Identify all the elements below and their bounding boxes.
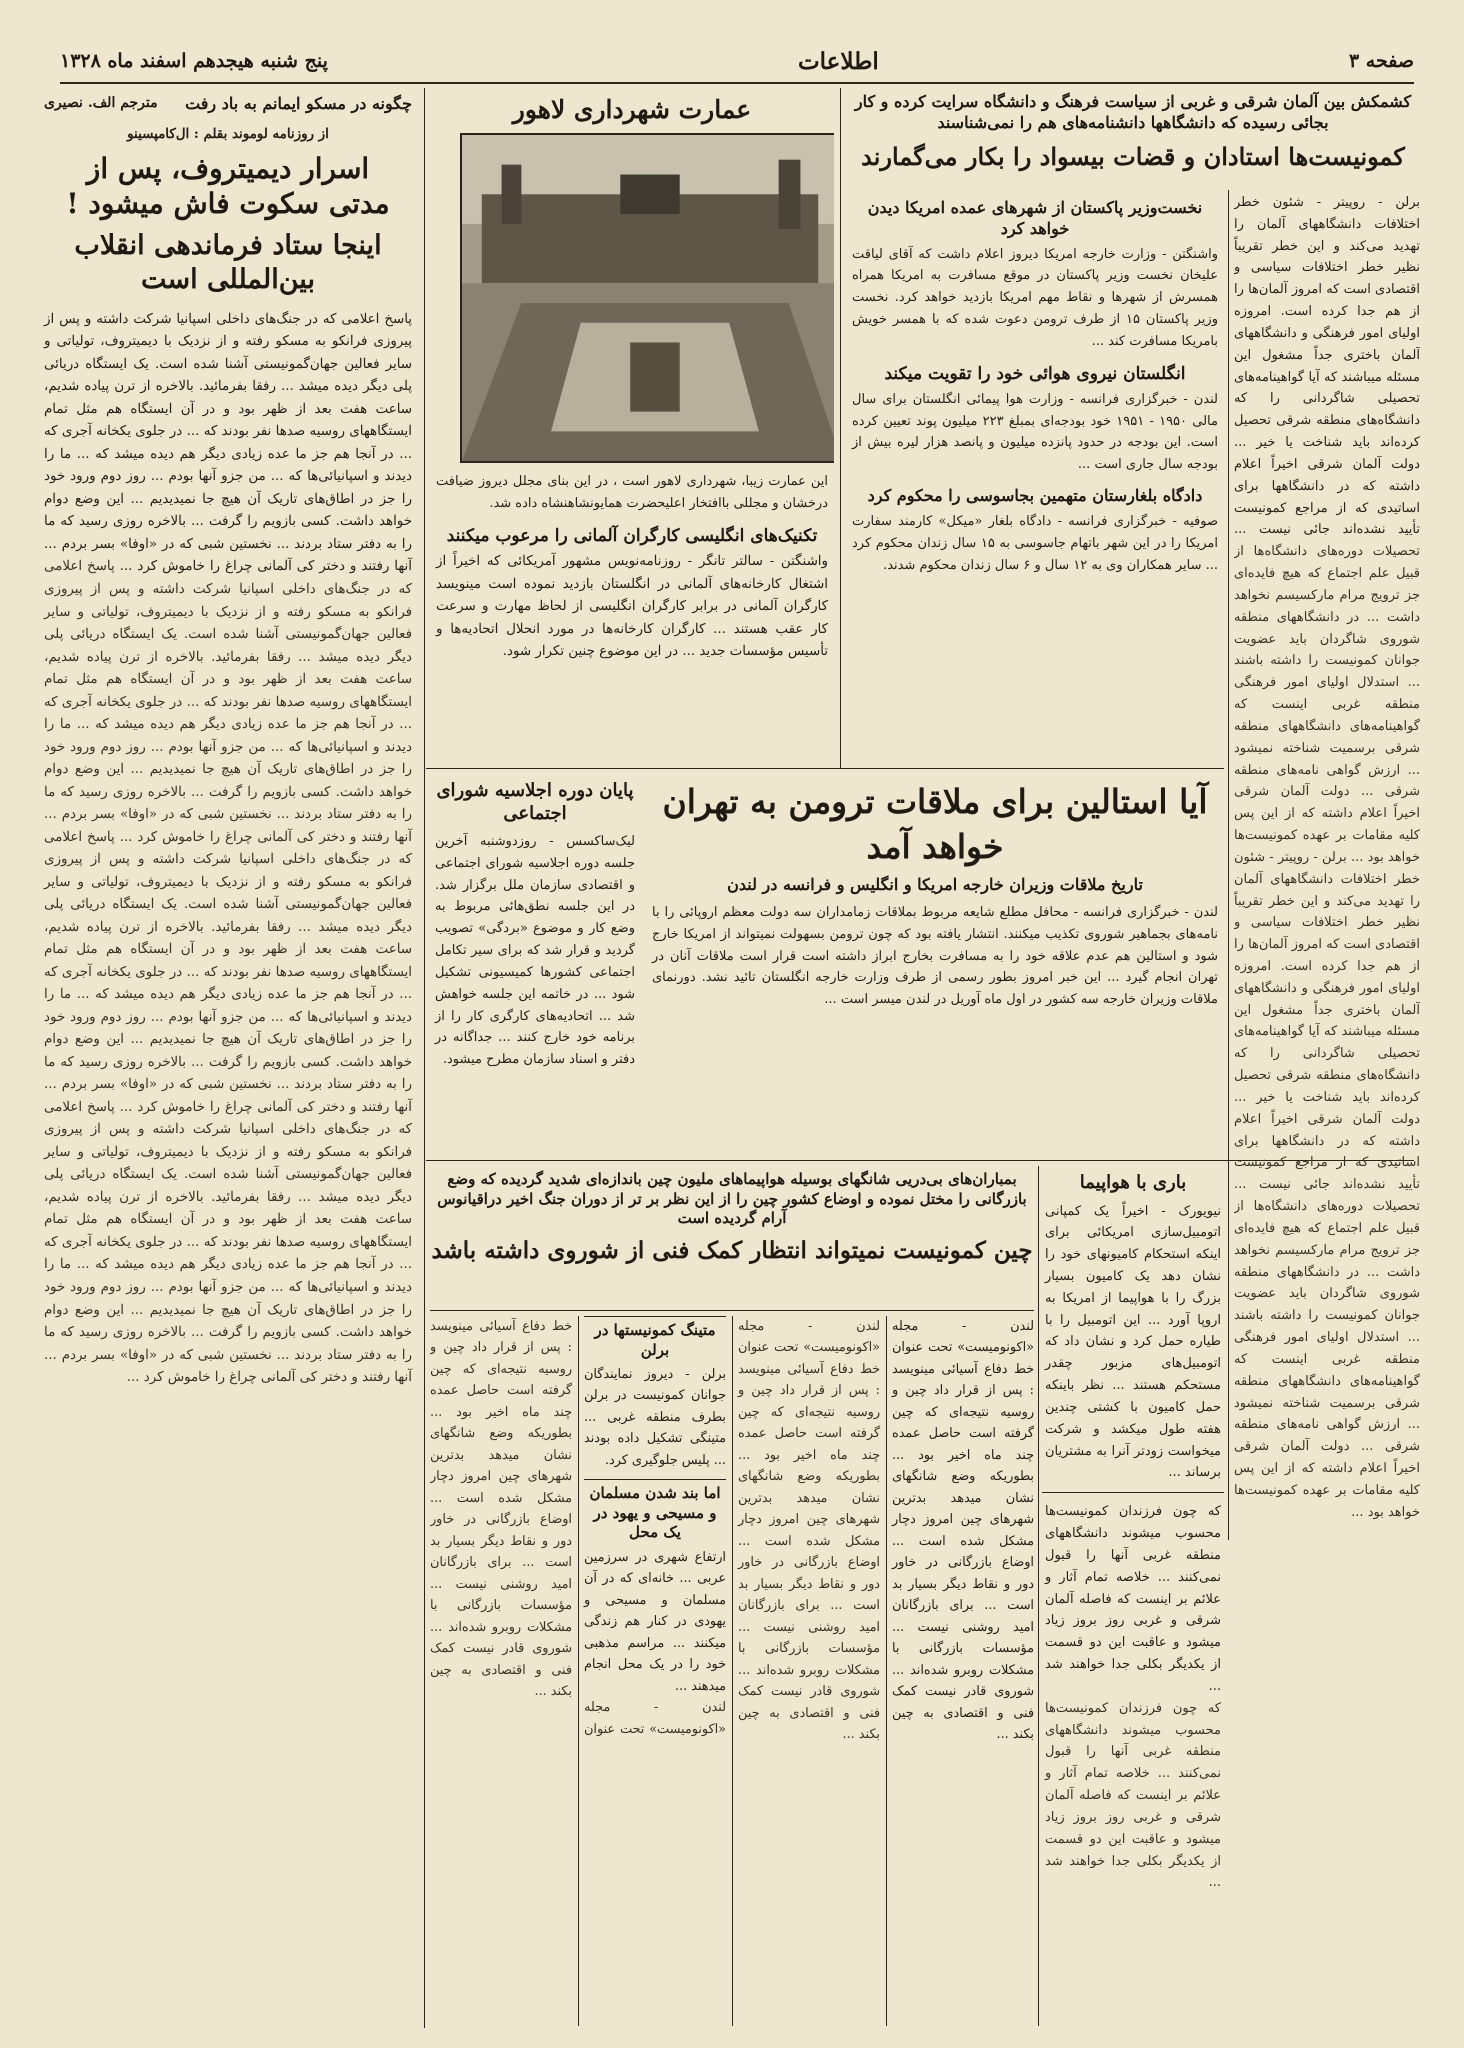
article-germany-body <box>1234 192 1420 2027</box>
body-text-cont: تحصیلات دوره‌های دانشگاه‌ها از قبیل علم اجتماع که هیچ فایده‌ای جز ترویج مرام مارکسیسم نخواهد داشت ... در دانشگاههای منطقه شوروی شاگردان باید عضویت جوانان کمونیست را داشته باشند ... استدلال اولیای امور فرهنگی منطقه غربی اینست که گواهینامه‌های دانشگاههای منطقه شرقی برسمیت شناخته نمیشود ... ارزش گواهی نامه‌های منطقه شرقی ... دولت آلمان شرقی اخیراً اعلام داشته که از این پس کلیه مقامات بر عهده کمونیست‌ها خواهد بود ... <box>1234 1199 1420 1520</box>
news-body: صوفیه - خبرگزاری فرانسه - دادگاه بلغار «میکل» کارمند سفارت امریکا را در این شهر باتهام جاسوسی به ۱۵ سال زندان محکوم کرد ... سایر همکاران وی به ۱۲ سال و ۶ سال زندان محکوم شدند. <box>852 513 1219 573</box>
box-body: ارتفاع شهری در سرزمین عربی ... خانه‌ای که در آن مسلمان و مسیحی و یهودی در کنار هم زندگی میکنند ... مراسم مذهبی خود را در یک محل انجام میدهند ... <box>584 1549 726 1694</box>
body-text-cont: پاسخ اعلامی که در جنگ‌های داخلی اسپانیا شرکت داشته و پس از پیروزی فرانکو به مسکو رفته و از نزدیک با دیمیتروف، تولیاتی و سایر فعالین جهان‌گمونیستی آشنا شده است. یک ایستگاه دریائی پلی دیگر دیده میشد ... رفقا بفرمائید. بالاخره از ترن پیاده شدیم، ساعت هفت بعد از ظهر بود و در آن ایستگاه هم مثل تمام ایستگاههای روسیه صدها نفر بودند که ... در جلوی یکخانه آجری که ... در آنجا هم جز ما عده زیادی دیگر هم دیده میشد که ... ما را دیدند و اسپانیائی‌ها که ... من جزو آنها بودم ... روز دوم ورود خود را جز در اطاق‌های تاریک آن هیچ جا نمیدیدیم ... این وضع دوام خواهد داشت. کسی بازویم را گرفت ... بالاخره روزی رسید که ما را به دفتر ستاد بردند ... نخستین شبی که در «اوفا» بسر بردم ... آنها رفتند و دختر کی آلمانی چراغ را خاموش کرد ... <box>44 829 412 1115</box>
body-text-cont: برلن - روپیتر - شئون خطر اختلافات دانشگاههای آلمان را تهدید می‌کند و این خطر تقریباً نظیر خطر اختلافات سیاسی و اقتصادی است که امروز آلمان‌ها را از هم جدا کرده است. امروزه اولیای امور فرهنگی و دانشگاههای آلمان باختری جداً مشغول این مسئله میباشند که آیا گواهینامه‌های تحصیلی شاگردانی را که دانشگاه‌های منطقه شرقی تحصیل کرده‌اند باید شناخت یا خیر ... دولت آلمان شرقی اخیراً اعلام داشته که در دانشگاهها برای اساتیدی که از مراجع کمونیست تأیید نشده‌اند جائی نیست ... <box>1234 849 1420 1193</box>
section-rule <box>426 768 1224 769</box>
news-briefs <box>848 192 1222 762</box>
column-rule <box>424 88 425 2028</box>
article-china-body <box>430 1316 1034 2026</box>
article-body: لندن - مجله «اکونومیست» تحت عنوان خط دفاع آسیائی مینویسد : پس از قرار داد چین و روسیه نتیجه‌ای که چین گرفته است حاصل عمده چند ماه اخیر بود ... بطوریکه وضع شانگهای نشان میدهد بدترین شهرهای چین امروز دچار مشکل شده است ... اوضاع بازرگانی در خاور دور و نقاط دیگر بسیار بد است ... برای بازرگانان امید روشنی نیست ... مؤسسات بازرگانی با مشکلات روبرو شده‌اند ... شوروی قادر نیست کمک فنی و اقتصادی به چین بکند ... <box>892 1319 1034 1743</box>
article-title: تکنیک‌های انگلیسی کارگران آلمانی را مرعوب میکنند <box>446 525 818 546</box>
page-header <box>60 40 1414 84</box>
article-body: لندن - خبرگزاری فرانسه - محافل مطلع شایعه مربوط بملاقات زمامداران سه دولت معظم اروپائی را با نامه‌های بجماهیر شوروی تکذیب میکنند. انتشار یافته بود که چون ترومن بسهولت نمیتواند از امریکا خارج شود و استالین هم عدم علاقه خود را به مسافرت بخارج ابراز داشته است قرار است ملاقات آنان در تهران انجام گیرد ... این خبر امروز بطور رسمی از طرف وزارت خارجه انگلستان تائید نشد. دورنمای ملاقات وزیران خارجه سه کشور در اول ماه آوریل در لندن میسر است ... <box>652 904 1218 1008</box>
body-text: پاسخ اعلامی که در جنگ‌های داخلی اسپانیا شرکت داشته و پس از پیروزی فرانکو به مسکو رفته و از نزدیک با دیمیتروف، تولیاتی و سایر فعالین جهان‌گمونیستی آشنا شده است. یک ایستگاه دریائی پلی دیگر دیده میشد ... رفقا بفرمائید. بالاخره از ترن پیاده شدیم، ساعت هفت بعد از ظهر بود و در آن ایستگاه هم مثل تمام ایستگاههای روسیه صدها نفر بودند که ... در جلوی یکخانه آجری که ... در آنجا هم جز ما عده زیادی دیگر هم دیده میشد که ... ما را دیدند و اسپانیائی‌ها که ... من جزو آنها بودم ... روز دوم ورود خود را جز در اطاق‌های تاریک آن هیچ جا نمیدیدیم ... این وضع دوام خواهد داشت. کسی بازویم را گرفت ... بالاخره روزی رسید که ما را به دفتر ستاد بردند ... نخستین شبی که در «اوفا» بسر بردم ... آنها رفتند و دختر کی آلمانی چراغ را خاموش کرد ... <box>44 311 412 575</box>
article-headline: چین کمونیست نمیتواند انتظار کمک فنی از شوروی داشته باشد <box>431 1236 1033 1264</box>
issue-date: پنج شنبه هیجدهم اسفند ماه ۱۳۲۸ <box>60 50 328 72</box>
article-body <box>40 309 416 1390</box>
body-text: برلن - روپیتر - شئون خطر اختلافات دانشگاههای آلمان را تهدید می‌کند و این خطر تقریباً نظیر خطر اختلافات سیاسی و اقتصادی است که امروز آلمان‌ها را از هم جدا کرده است. امروزه اولیای امور فرهنگی و دانشگاههای آلمان باختری جداً مشغول این مسئله میباشند که آیا گواهینامه‌های تحصیلی شاگردانی را که دانشگاه‌های منطقه شرقی تحصیل کرده‌اند باید شناخت یا خیر ... دولت آلمان شرقی اخیراً اعلام داشته که در دانشگاهها برای اساتیدی که از مراجع کمونیست تأیید نشده‌اند جائی نیست ... <box>1234 195 1420 538</box>
article-lahore <box>430 88 834 768</box>
lahore-photo <box>460 133 834 463</box>
article-source: از روزنامه لوموند بقلم : ال‌کامپسینو <box>127 125 329 142</box>
news-title: انگلستان نیروی هوائی خود را تقویت میکند <box>884 363 1186 384</box>
lahore-photo-image <box>462 135 834 461</box>
body-text-cont: تحصیلات دوره‌های دانشگاه‌ها از قبیل علم اجتماع که هیچ فایده‌ای جز ترویج مرام مارکسیسم نخواهد داشت ... در دانشگاههای منطقه شوروی شاگردان باید عضویت جوانان کمونیست را داشته باشند ... استدلال اولیای امور فرهنگی منطقه غربی اینست که گواهینامه‌های دانشگاههای منطقه شرقی برسمیت شناخته نمیشود ... ارزش گواهی نامه‌های منطقه شرقی ... دولت آلمان شرقی اخیراً اعلام داشته که از این پس کلیه مقامات بر عهده کمونیست‌ها خواهد بود ... <box>1234 544 1420 865</box>
photo-title: عمارت شهرداری لاهور <box>512 95 752 124</box>
article-title: پایان دوره اجلاسیه شورای اجتماعی <box>436 780 634 824</box>
article-subtitle: بمباران‌های بی‌دریی شانگهای بوسیله هواپیماهای ملیون چین باندازه‌ای شدید گردیده که وضع بازرگانی را مختل نموده و اوضاع کشور چین را از این نظر بر تر از دوران جنگ اخیر دراقیانوس آرام گردیده است <box>437 1170 1027 1227</box>
box-title: متینگ کمونیستها در برلن <box>584 1316 726 1360</box>
article-body: واشنگتن - سالتر تانگر - روزنامه‌نویس مشهور آمریکائی که اخیراً از اشتغال کارخانه‌های آلمانی در انگلستان بازدید نموده است مینویسد کارگران آلمانی در برابر کارگران انگلیسی از لحاظ مهارت و سرعت کار عقب هستند ... کارگران کارخانه‌ها در مورد انحلال اتحادیه‌ها و تأسیس مؤسسات جدید ... در این موضوع چنین تکرار شود. <box>436 554 828 660</box>
box-title: اما بند شدن مسلمان و مسیحی و یهود در یک محل <box>584 1479 726 1543</box>
column-rule <box>1228 190 1229 1540</box>
article-headline: کمونیست‌ها استادان و قضات بیسواد را بکار می‌گمارند <box>861 141 1405 171</box>
article-cargo-plane <box>1042 1166 1224 2026</box>
article-subtitle: کشمکش بین آلمان شرقی و غربی از سیاست فرهنگ و دانشگاه سرایت کرده و کار بجائی رسیده که دانشگاهها دانشنامه‌های هم را نمی‌شناسند <box>854 92 1412 132</box>
article-moscow <box>40 88 416 2023</box>
article-body: نیویورک - اخیراً یک کمپانی اتومبیل‌سازی امریکائی برای اینکه استحکام کامیونهای خود را نشان دهد یک کامیون بسیار بزرگ را با هواپیما از امریکا به اروپا آورد ... این اتومبیل را با طیاره حمل کرد و نشان داد که اتومبیل‌های مزبور چقدر مستحکم هستند ... نظر باینکه حمل کامیون با کشتی چندین هفته طول میکشد و شرکت میخواست زودتر آنرا به مشتریان برساند ... <box>1045 1203 1221 1481</box>
article-kicker: چگونه در مسکو ایمانم به باد رفت <box>185 94 412 113</box>
article-headline: اسرار دیمیتروف، پس از مدتی سکوت فاش میشود ! <box>66 152 390 221</box>
column-rule <box>1038 1166 1039 2026</box>
photo-caption: این عمارت زیبا، شهرداری لاهور است ، در این بنای مجلل دیروز ضیافت درخشان و مجللی باافتخار اعلیحضرت همایونشاهنشاه داده شد. <box>436 474 828 512</box>
body-text-cont: پاسخ اعلامی که در جنگ‌های داخلی اسپانیا شرکت داشته و پس از پیروزی فرانکو به مسکو رفته و از نزدیک با دیمیتروف، تولیاتی و سایر فعالین جهان‌گمونیستی آشنا شده است. یک ایستگاه دریائی پلی دیگر دیده میشد ... رفقا بفرمائید. بالاخره از ترن پیاده شدیم، ساعت هفت بعد از ظهر بود و در آن ایستگاه هم مثل تمام ایستگاههای روسیه صدها نفر بودند که ... در جلوی یکخانه آجری که ... در آنجا هم جز ما عده زیادی دیگر هم دیده میشد که ... ما را دیدند و اسپانیائی‌ها که ... من جزو آنها بودم ... روز دوم ورود خود را جز در اطاق‌های تاریک آن هیچ جا نمیدیدیم ... این وضع دوام خواهد داشت. کسی بازویم را گرفت ... بالاخره روزی رسید که ما را به دفتر ستاد بردند ... نخستین شبی که در «اوفا» بسر بردم ... آنها رفتند و دختر کی آلمانی چراغ را خاموش کرد ... <box>44 1099 412 1386</box>
section-rule <box>1042 1492 1224 1493</box>
page-number: صفحه ۳ <box>1348 50 1414 72</box>
section-rule <box>430 1310 1034 1311</box>
article-headline: آیا استالین برای ملاقات ترومن به تهران خواهد آمد <box>662 782 1208 866</box>
body-text-cont: پاسخ اعلامی که در جنگ‌های داخلی اسپانیا شرکت داشته و پس از پیروزی فرانکو به مسکو رفته و از نزدیک با دیمیتروف، تولیاتی و سایر فعالین جهان‌گمونیستی آشنا شده است. یک ایستگاه دریائی پلی دیگر دیده میشد ... رفقا بفرمائید. بالاخره از ترن پیاده شدیم، ساعت هفت بعد از ظهر بود و در آن ایستگاه هم مثل تمام ایستگاههای روسیه صدها نفر بودند که ... در جلوی یکخانه آجری که ... در آنجا هم جز ما عده زیادی دیگر هم دیده میشد که ... ما را دیدند و اسپانیائی‌ها که ... من جزو آنها بودم ... روز دوم ورود خود را جز در اطاق‌های تاریک آن هیچ جا نمیدیدیم ... این وضع دوام خواهد داشت. کسی بازویم را گرفت ... بالاخره روزی رسید که ما را به دفتر ستاد بردند ... نخستین شبی که در «اوفا» بسر بردم ... آنها رفتند و دختر کی آلمانی چراغ را خاموش کرد ... <box>44 559 412 845</box>
article-translator: مترجم الف. نصیری <box>44 95 158 111</box>
article-stalin <box>646 774 1224 1156</box>
article-social-council <box>430 774 640 1154</box>
article-germany-header <box>848 88 1418 188</box>
news-body: واشنگتن - وزارت خارجه امریکا دیروز اعلام داشت که آقای لیاقت علیخان نخست وزیر پاکستان در موقع مسافرت به امریکا همراه همسرش از شهرها و نقاط مهم امریکا بازدید خواهد کرد. نخست وزیر پاکستان ۱۵ از طرف ترومن دعوت شده که با همسر خویش بامریکا مسافرت کند ... <box>852 246 1218 349</box>
news-title: دادگاه بلغارستان متهمین بجاسوسی را محکوم کرد <box>867 486 1203 506</box>
column-rule <box>840 88 841 768</box>
article-body-cont: لندن - مجله «اکونومیست» تحت عنوان خط دفاع آسیائی مینویسد : پس از قرار داد چین و روسیه نتیجه‌ای که چین گرفته است حاصل عمده چند ماه اخیر بود ... بطوریکه وضع شانگهای نشان میدهد بدترین شهرهای چین امروز دچار مشکل شده است ... اوضاع بازرگانی در خاور دور و نقاط دیگر بسیار بد است ... برای بازرگانان امید روشنی نیست ... مؤسسات بازرگانی با مشکلات روبرو شده‌اند ... شوروی قادر نیست کمک فنی و اقتصادی به چین بکند ... <box>738 1319 880 1743</box>
article-body-cont: لندن - مجله «اکونومیست» تحت عنوان خط دفاع آسیائی مینویسد : پس از قرار داد چین و روسیه نتیجه‌ای که چین گرفته است حاصل عمده چند ماه اخیر بود ... بطوریکه وضع شانگهای نشان میدهد بدترین شهرهای چین امروز دچار مشکل شده است ... اوضاع بازرگانی در خاور دور و نقاط دیگر بسیار بد است ... برای بازرگانان امید روشنی نیست ... مؤسسات بازرگانی با مشکلات روبرو شده‌اند ... شوروی قادر نیست کمک فنی و اقتصادی به چین بکند ... <box>430 1319 726 1737</box>
news-body: لندن - خبرگزاری فرانسه - وزارت هوا پیمائی انگلستان برای سال مالی ۱۹۵۰ - ۱۹۵۱ خود بودجه‌ای بمبلغ ۲۲۳ میلیون پوند تعیین کرده است. این بودجه در حدود پانزده میلیون و پانصد هزار لیره بیش از بودجه سال جاری است ... <box>852 391 1218 473</box>
article-headline-2: اینجا ستاد فرماندهی انقلاب بین‌المللی است <box>74 230 382 296</box>
article-title: باری با هواپیما <box>1079 1172 1187 1193</box>
box-body: برلن - دیروز نمایندگان جوانان کمونیست در برلن بطرف منطقه غربی ... متینگی تشکیل داده بودند ... پلیس جلوگیری کرد. <box>584 1367 726 1468</box>
article-body-cont: که چون فرزندان کمونیست‌ها محسوب میشوند دانشگاههای منطقه غربی آنها را قبول نمی‌کنند ... خلاصه تمام آثار و علائم بر اینست که فاصله آلمان شرقی و غربی روز بروز زیاد میشود و عاقبت این دو قسمت از یکدیگر بکلی جدا خواهند شد ... <box>1045 1700 1221 1891</box>
news-title: نخست‌وزیر پاکستان از شهرهای عمده امریکا دیدن خواهد کرد <box>867 198 1203 238</box>
article-body <box>1234 192 1420 1524</box>
article-china-header <box>430 1166 1034 1306</box>
article-subtitle: تاریخ ملاقات وزیران خارجه امریکا و انگلیس و فرانسه در لندن <box>727 875 1143 895</box>
paper-name: اطلاعات <box>798 47 879 75</box>
article-body-2: که چون فرزندان کمونیست‌ها محسوب میشوند دانشگاههای منطقه غربی آنها را قبول نمی‌کنند ... خلاصه تمام آثار و علائم بر اینست که فاصله آلمان شرقی و غربی روز بروز زیاد میشود و عاقبت این دو قسمت از یکدیگر بکلی جدا خواهند شد ... <box>1045 1504 1221 1694</box>
article-body: لیک‌ساکسس - روزدوشنبه آخرین جلسه دوره اجلاسیه شورای اجتماعی و اقتصادی سازمان ملل برگزار شد. در این جلسه نطق‌هائی مربوط به وضع کار و موضوع «بردگی» تصویب گردید و قرار شد که برای سیر تکامل اجتماعی کشورها کمیسیونی تشکیل شود ... در خاتمه این جلسه خواهش شد ... اتحادیه‌های کارگری کار را از برنامه خود خارج کنند ... جداگانه در دفتر و اسناد سازمان مطرح میشود. <box>435 834 635 1068</box>
